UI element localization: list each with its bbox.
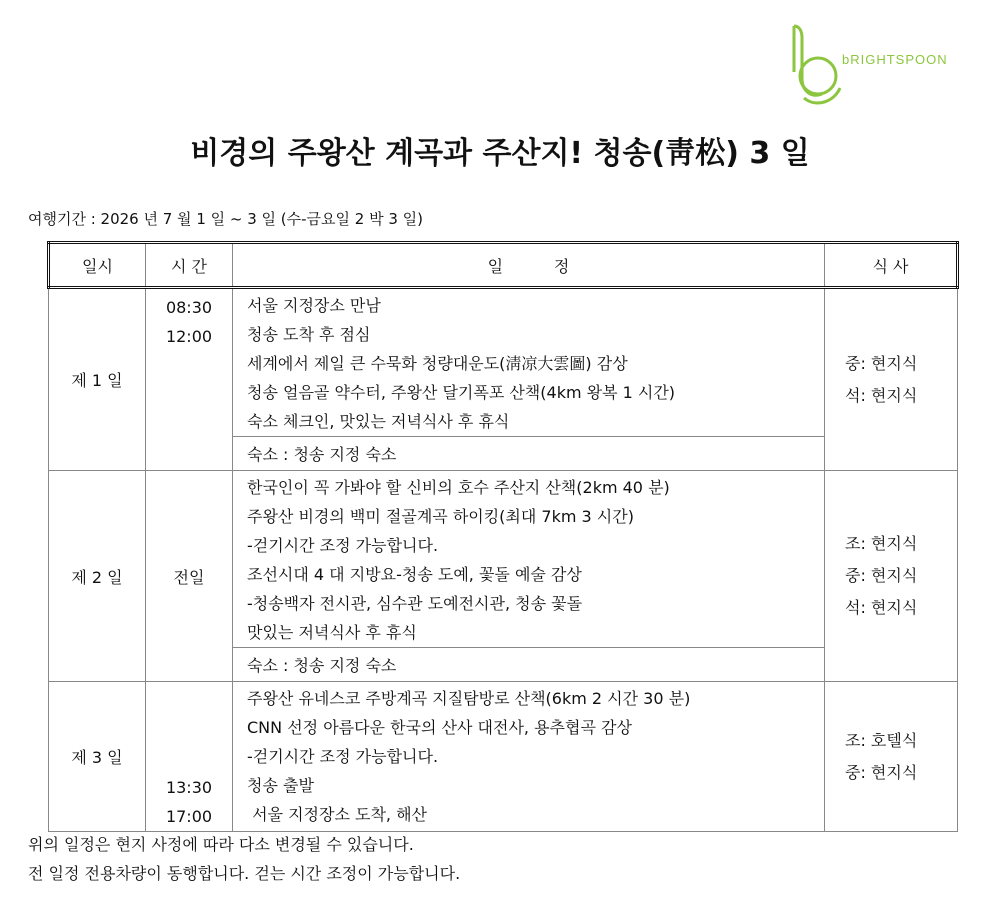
meal-item: 중: 현지식 bbox=[845, 353, 918, 373]
lodging-cell: 숙소 : 청송 지정 숙소 bbox=[233, 648, 825, 682]
time-cell bbox=[146, 288, 233, 471]
plan-line: 한국인이 꼭 가봐야 할 신비의 호수 주산지 산책(2km 40 분) bbox=[247, 478, 670, 497]
plan-line: -청송백자 전시관, 심수관 도예전시관, 청송 꽃돌 bbox=[247, 594, 583, 613]
time-value: 08:30 bbox=[165, 298, 213, 317]
time-cell: 전일 bbox=[146, 471, 233, 682]
logo-text: bRIGHTSPOON bbox=[842, 52, 948, 67]
meal-cell bbox=[825, 471, 958, 682]
meal-item: 석: 현지식 bbox=[845, 385, 918, 405]
meal-item: 조: 현지식 bbox=[845, 534, 918, 553]
plan-line: 세계에서 제일 큰 수묵화 청량대운도(淸凉大雲圖) 감상 bbox=[247, 354, 628, 373]
meal-cell bbox=[825, 682, 958, 832]
plan-line: -걷기시간 조정 가능합니다. bbox=[247, 536, 439, 555]
plan-line: 청송 도착 후 점심 bbox=[247, 325, 371, 344]
header-plan: 일 정 bbox=[233, 243, 825, 288]
travel-period: 여행기간 : 2026 년 7 월 1 일 ~ 3 일 (수-금요일 2 박 3 일) bbox=[28, 210, 424, 228]
plan-line: 맛있는 저녁식사 후 휴식 bbox=[247, 623, 417, 642]
page-title: 비경의 주왕산 계곡과 주산지! 청송(靑松) 3 일 bbox=[190, 136, 810, 171]
table-row bbox=[49, 471, 958, 648]
plan-line: CNN 선정 아름다운 한국의 산사 대전사, 용추협곡 감상 bbox=[247, 718, 632, 737]
plan-line: 주왕산 비경의 백미 절골계곡 하이킹(최대 7km 3 시간) bbox=[247, 507, 634, 526]
plan-line: 서울 지정장소 만남 bbox=[247, 296, 381, 315]
time-value: 12:00 bbox=[165, 327, 213, 346]
header-time: 시 간 bbox=[146, 243, 233, 288]
day-label: 제 3 일 bbox=[49, 682, 146, 832]
table-row bbox=[49, 682, 958, 832]
time-cell bbox=[146, 682, 233, 832]
day-label: 제 2 일 bbox=[49, 471, 146, 682]
meal-item: 조: 호텔식 bbox=[845, 730, 918, 750]
plan-line: 조선시대 4 대 지방요-청송 도예, 꽃돌 예술 감상 bbox=[247, 565, 582, 584]
table-row bbox=[49, 288, 958, 437]
plan-line: 청송 얼음골 약수터, 주왕산 달기폭포 산책(4km 왕복 1 시간) bbox=[247, 383, 676, 402]
header-day: 일시 bbox=[49, 243, 146, 288]
time-value: 13:30 bbox=[165, 778, 213, 797]
time-value: 17:00 bbox=[165, 807, 213, 826]
plan-cell bbox=[233, 471, 825, 648]
meal-item: 중: 현지식 bbox=[845, 762, 918, 782]
plan-line: 주왕산 유네스코 주방계곡 지질탐방로 산책(6km 2 시간 30 분) bbox=[247, 689, 691, 708]
header-meal: 식 사 bbox=[825, 243, 958, 288]
plan-line: 서울 지정장소 도착, 해산 bbox=[247, 805, 427, 824]
lodging-cell: 숙소 : 청송 지정 숙소 bbox=[233, 437, 825, 471]
plan-cell bbox=[233, 288, 825, 437]
plan-line: 청송 출발 bbox=[247, 776, 314, 795]
plan-line: -걷기시간 조정 가능합니다. bbox=[247, 747, 439, 766]
table-header-row bbox=[49, 243, 958, 288]
meal-item: 석: 현지식 bbox=[845, 598, 918, 617]
meal-item: 중: 현지식 bbox=[845, 566, 918, 585]
meal-cell bbox=[825, 288, 958, 471]
plan-line: 숙소 체크인, 맛있는 저녁식사 후 휴식 bbox=[247, 412, 510, 431]
day-label: 제 1 일 bbox=[49, 288, 146, 471]
note-line: 위의 일정은 현지 사정에 따라 다소 변경될 수 있습니다. bbox=[28, 835, 414, 854]
schedule-table bbox=[47, 241, 959, 832]
note-line: 전 일정 전용차량이 동행합니다. 걷는 시간 조정이 가능합니다. bbox=[28, 864, 461, 883]
plan-cell bbox=[233, 682, 825, 832]
